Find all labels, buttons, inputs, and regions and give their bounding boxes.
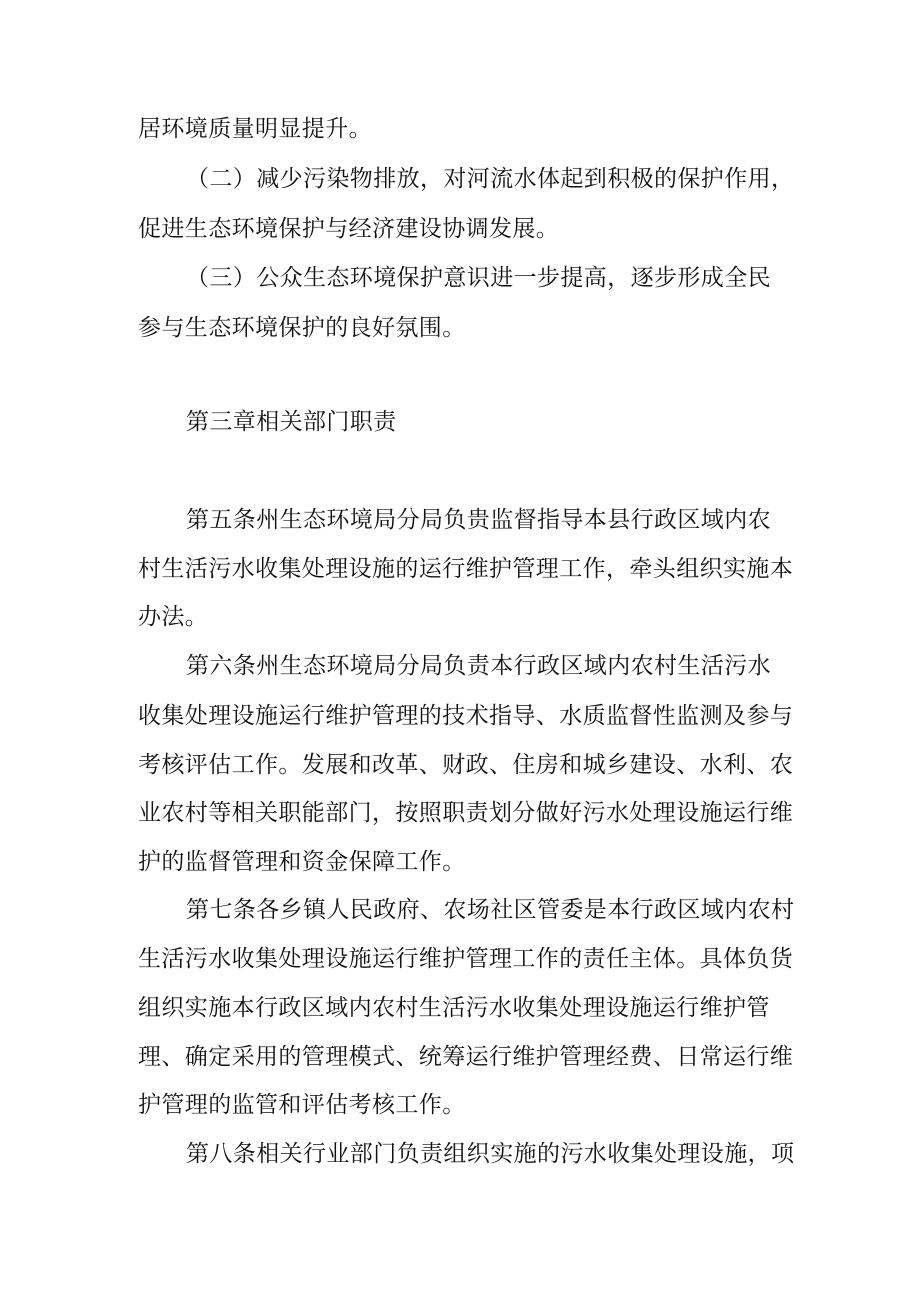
text-line: 促进生态环境保护与经济建设协调发展。 bbox=[138, 216, 560, 242]
text-line: 护的监督管理和资金保障工作。 bbox=[138, 849, 466, 875]
text-line: （二）减少污染物排放，对河流水体起到积极的保护作用， bbox=[186, 166, 795, 192]
text-line: 组织实施本行政区域内农村生活污水收集处理设施运行维护管 bbox=[138, 995, 770, 1021]
text-line: 生活污水收集处理设施运行维护管理工作的责任主体。具体负货 bbox=[138, 946, 794, 972]
text-line: 办法。 bbox=[138, 604, 209, 630]
text-line: 第八条相关行业部门负责组织实施的污水收集处理设施，项 bbox=[186, 1141, 795, 1167]
text-line: 收集处理设施运行维护管理的技术指导、水质监督性监测及参与 bbox=[138, 703, 794, 729]
text-line: 居环境质量明显提升。 bbox=[138, 116, 372, 142]
chapter-heading: 第三章相关部门职责 bbox=[186, 409, 397, 435]
text-line: 第六条州生态环境局分局负责本行政区域内农村生活污水 bbox=[186, 653, 771, 679]
text-line: 理、确定采用的管理模式、统筹运行维护管理经费、日常运行维 bbox=[138, 1044, 794, 1070]
text-line: 第七条各乡镇人民政府、农场社区管委是本行政区域内农村 bbox=[186, 897, 795, 923]
text-line: 考核评估工作。发展和改革、财政、住房和城乡建设、水利、农 bbox=[138, 752, 794, 778]
text-line: （三）公众生态环境保护意识进一步提高，逐步形成全民 bbox=[186, 265, 771, 291]
text-line: 村生活污水收集处理设施的运行维护管理工作，牵头组织实施本 bbox=[138, 556, 794, 582]
text-line: 护管理的监管和评估考核工作。 bbox=[138, 1092, 466, 1118]
text-line: 业农村等相关职能部门，按照职责划分做好污水处理设施运行维 bbox=[138, 800, 794, 826]
text-line: 参与生态环境保护的良好氛围。 bbox=[138, 315, 466, 341]
text-line: 第五条州生态环境局分局负贵监督指导本县行政区域内农 bbox=[186, 507, 771, 533]
